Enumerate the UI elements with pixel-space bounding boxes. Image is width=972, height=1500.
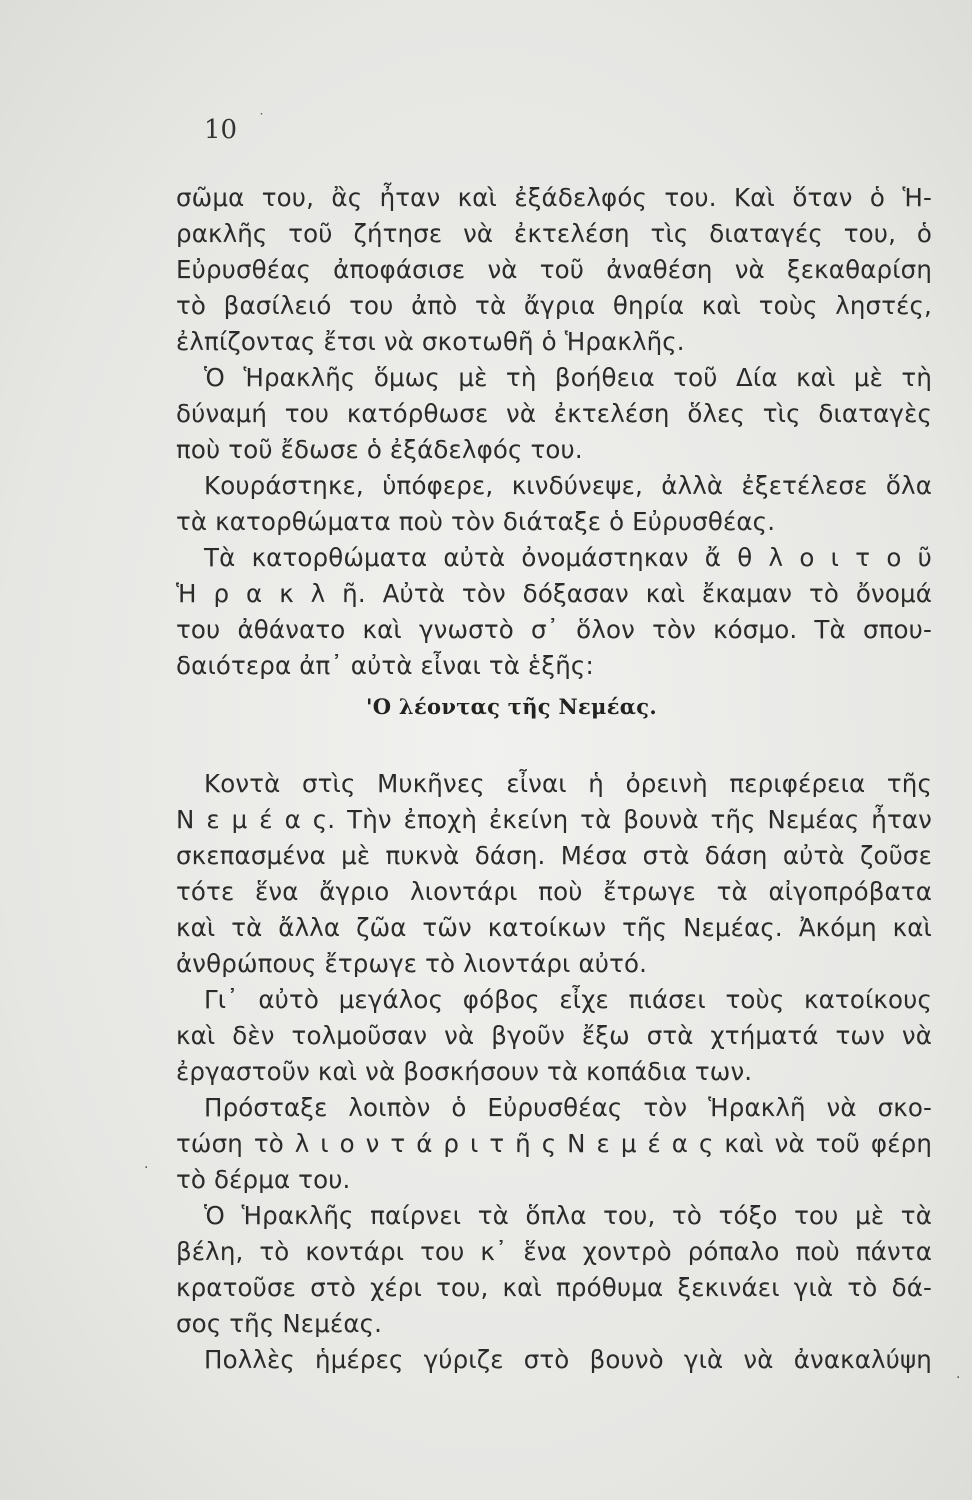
text-line: τὸ δέρμα του. bbox=[176, 1165, 351, 1194]
text-line: τώση τὸ λ ι ο ν τ ά ρ ι τ ῆ ς Ν ε μ έ α ς καὶ νὰ τοῦ φέρη bbox=[176, 1129, 932, 1158]
text-line: Πολλὲς ἡμέρες γύριζε στὸ βουνὸ γιὰ νὰ ἀνακαλύψη bbox=[204, 1345, 932, 1374]
print-speck: · bbox=[144, 1160, 149, 1176]
text-line: Ν ε μ έ α ς. Τὴν ἐποχὴ ἐκείνη τὰ βουνὰ τῆς Νεμέας ἦταν bbox=[176, 805, 932, 834]
text-line: ποὺ τοῦ ἔδωσε ὁ ἐξάδελφός του. bbox=[176, 435, 583, 464]
text-line: σκεπασμένα μὲ πυκνὰ δάση. Μέσα στὰ δάση αὐτὰ ζοῦσε bbox=[176, 841, 932, 870]
text-line: ἐργαστοῦν καὶ νὰ βοσκήσουν τὰ κοπάδια των. bbox=[176, 1057, 753, 1086]
text-line: Τὰ κατορθώματα αὐτὰ ὀνομάστηκαν ἄ θ λ ο ι τ ο ῦ bbox=[204, 543, 932, 572]
text-line: τὰ κατορθώματα ποὺ τὸν διάταξε ὁ Εὐρυσθέας. bbox=[176, 507, 776, 536]
text-line: σῶμα του, ἂς ἦταν καὶ ἐξάδελφός του. Καὶ ὅταν ὁ Ἡ- bbox=[176, 183, 932, 212]
section-heading: 'Ο λέοντας τῆς Νεμέας. bbox=[366, 694, 657, 719]
print-speck: ˙ bbox=[258, 112, 265, 128]
text-line: Γι᾽ αὐτὸ μεγάλος φόβος εἶχε πιάσει τοὺς κατοίκους bbox=[204, 985, 932, 1014]
text-line: βέλη, τὸ κοντάρι του κ᾽ ἕνα χοντρὸ ρόπαλο ποὺ πάντα bbox=[176, 1237, 932, 1266]
text-line: Κουράστηκε, ὑπόφερε, κινδύνεψε, ἀλλὰ ἐξετέλεσε ὅλα bbox=[204, 471, 932, 500]
page-number: 10 bbox=[204, 115, 238, 145]
text-line: σος τῆς Νεμέας. bbox=[176, 1309, 383, 1338]
text-line: καὶ δὲν τολμοῦσαν νὰ βγοῦν ἔξω στὰ χτήματά των νὰ bbox=[176, 1021, 932, 1050]
text-line: ρακλῆς τοῦ ζήτησε νὰ ἐκτελέση τὶς διαταγές του, ὁ bbox=[176, 219, 932, 248]
text-line: Πρόσταξε λοιπὸν ὁ Εὐρυσθέας τὸν Ἡρακλῆ νὰ σκο- bbox=[204, 1093, 932, 1122]
text-line: τότε ἕνα ἄγριο λιοντάρι ποὺ ἔτρωγε τὰ αἰγοπρόβατα bbox=[176, 877, 932, 906]
text-line: Ὁ Ἡρακλῆς ὅμως μὲ τὴ βοήθεια τοῦ Δία καὶ μὲ τὴ bbox=[204, 363, 932, 392]
text-line: ἀνθρώπους ἔτρωγε τὸ λιοντάρι αὐτό. bbox=[176, 949, 648, 978]
text-line: δύναμή του κατόρθωσε νὰ ἐκτελέση ὅλες τὶς διαταγὲς bbox=[176, 399, 932, 428]
text-line: Κοντὰ στὶς Μυκῆνες εἶναι ἡ ὀρεινὴ περιφέρεια τῆς bbox=[204, 769, 932, 798]
text-line: τὸ βασίλειό του ἀπὸ τὰ ἄγρια θηρία καὶ τοὺς ληστές, bbox=[176, 291, 932, 320]
text-line: ἐλπίζοντας ἔτσι νὰ σκοτωθῆ ὁ Ἡρακλῆς. bbox=[176, 327, 685, 356]
text-line: του ἀθάνατο καὶ γνωστὸ σ᾽ ὅλον τὸν κόσμο. Τὰ σπου- bbox=[176, 615, 932, 644]
print-speck: · bbox=[956, 1370, 961, 1386]
text-line: δαιότερα ἀπ᾽ αὐτὰ εἶναι τὰ ἑξῆς: bbox=[176, 651, 594, 680]
text-line: καὶ τὰ ἄλλα ζῶα τῶν κατοίκων τῆς Νεμέας. Ἀκόμη καὶ bbox=[176, 913, 932, 942]
text-line: Ὁ Ἡρακλῆς παίρνει τὰ ὅπλα του, τὸ τόξο του μὲ τὰ bbox=[204, 1201, 932, 1230]
text-line: κρατοῦσε στὸ χέρι του, καὶ πρόθυμα ξεκινάει γιὰ τὸ δά- bbox=[176, 1273, 932, 1302]
text-line: Ἡ ρ α κ λ ῆ. Αὐτὰ τὸν δόξασαν καὶ ἔκαμαν τὸ ὄνομά bbox=[176, 579, 932, 608]
text-line: Εὐρυσθέας ἀποφάσισε νὰ τοῦ ἀναθέση νὰ ξεκαθαρίση bbox=[176, 255, 932, 284]
